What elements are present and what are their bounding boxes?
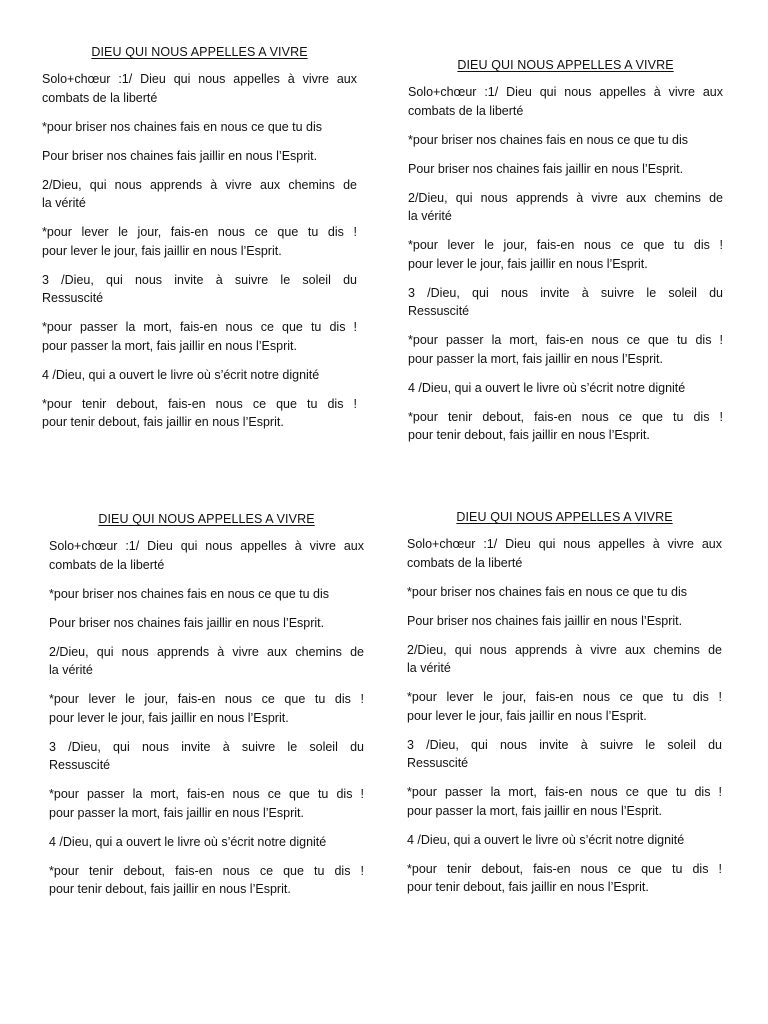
refrain-3: *pour passer la mort, fais-en nous ce que tu dis ! pour passer la mort, fais jaillir en nous l’Esprit. [42,320,357,353]
refrain-1-line-a: *pour briser nos chaines fais en nous ce que tu dis [49,586,330,601]
refrain-4: *pour tenir debout, fais-en nous ce que tu dis ! pour tenir debout, fais jaillir en nous l’Esprit. [408,409,723,442]
song-card-bottom-right [407,509,722,907]
song-card-bottom-left [49,511,364,909]
refrain-4: *pour tenir debout, fais-en nous ce que tu dis ! pour tenir debout, fais jaillir en nous l’Esprit. [407,861,722,894]
refrain-4: *pour tenir debout, fais-en nous ce que tu dis ! pour tenir debout, fais jaillir en nous l’Esprit. [49,863,364,896]
verse-2: 2/Dieu, qui nous apprends à vivre aux chemins de la vérité [408,190,723,223]
verse-3: 3 /Dieu, qui nous invite à suivre le soleil du Ressuscité [42,272,357,305]
song-title: DIEU QUI NOUS APPELLES A VIVRE [457,58,674,72]
refrain-2: *pour lever le jour, fais-en nous ce que tu dis ! pour lever le jour, fais jaillir en nous l’Esprit. [408,238,723,271]
verse-2: 2/Dieu, qui nous apprends à vivre aux chemins de la vérité [407,642,722,675]
refrain-1-line-b: Pour briser nos chaines fais jaillir en nous l’Esprit. [49,615,325,630]
verse-4: 4 /Dieu, qui a ouvert le livre où s’écrit notre dignité [42,367,320,382]
verse-2: 2/Dieu, qui nous apprends à vivre aux chemins de la vérité [42,177,357,210]
refrain-3: *pour passer la mort, fais-en nous ce que tu dis ! pour passer la mort, fais jaillir en nous l’Esprit. [49,787,364,820]
refrain-1-line-a: *pour briser nos chaines fais en nous ce que tu dis [408,132,689,147]
refrain-1-line-b: Pour briser nos chaines fais jaillir en nous l’Esprit. [408,161,684,176]
verse-3: 3 /Dieu, qui nous invite à suivre le soleil du Ressuscité [49,739,364,772]
song-title: DIEU QUI NOUS APPELLES A VIVRE [91,45,308,59]
solo-verse-1: Solo+chœur :1/ Dieu qui nous appelles à vivre aux combats de la liberté [42,72,357,105]
verse-4: 4 /Dieu, qui a ouvert le livre où s’écrit notre dignité [49,834,327,849]
verse-4: 4 /Dieu, qui a ouvert le livre où s’écrit notre dignité [408,380,686,395]
song-card-top-left [42,44,357,442]
solo-verse-1: Solo+chœur :1/ Dieu qui nous appelles à vivre aux combats de la liberté [49,539,364,572]
refrain-1-line-b: Pour briser nos chaines fais jaillir en nous l’Esprit. [42,148,318,163]
verse-2: 2/Dieu, qui nous apprends à vivre aux chemins de la vérité [49,644,364,677]
verse-4: 4 /Dieu, qui a ouvert le livre où s’écrit notre dignité [407,832,685,847]
refrain-2: *pour lever le jour, fais-en nous ce que tu dis ! pour lever le jour, fais jaillir en nous l’Esprit. [42,225,357,258]
refrain-2: *pour lever le jour, fais-en nous ce que tu dis ! pour lever le jour, fais jaillir en nous l’Esprit. [49,692,364,725]
refrain-4: *pour tenir debout, fais-en nous ce que tu dis ! pour tenir debout, fais jaillir en nous l’Esprit. [42,396,357,429]
solo-verse-1: Solo+chœur :1/ Dieu qui nous appelles à vivre aux combats de la liberté [407,537,722,570]
refrain-1-line-a: *pour briser nos chaines fais en nous ce que tu dis [407,584,688,599]
song-title: DIEU QUI NOUS APPELLES A VIVRE [456,510,673,524]
refrain-1-line-a: *pour briser nos chaines fais en nous ce que tu dis [42,119,323,134]
song-title: DIEU QUI NOUS APPELLES A VIVRE [98,512,315,526]
solo-verse-1: Solo+chœur :1/ Dieu qui nous appelles à vivre aux combats de la liberté [408,85,723,118]
refrain-3: *pour passer la mort, fais-en nous ce que tu dis ! pour passer la mort, fais jaillir en nous l’Esprit. [407,785,722,818]
verse-3: 3 /Dieu, qui nous invite à suivre le soleil du Ressuscité [408,285,723,318]
verse-3: 3 /Dieu, qui nous invite à suivre le soleil du Ressuscité [407,737,722,770]
refrain-3: *pour passer la mort, fais-en nous ce que tu dis ! pour passer la mort, fais jaillir en nous l’Esprit. [408,333,723,366]
refrain-2: *pour lever le jour, fais-en nous ce que tu dis ! pour lever le jour, fais jaillir en nous l’Esprit. [407,690,722,723]
song-card-top-right [408,57,723,455]
refrain-1-line-b: Pour briser nos chaines fais jaillir en nous l’Esprit. [407,613,683,628]
